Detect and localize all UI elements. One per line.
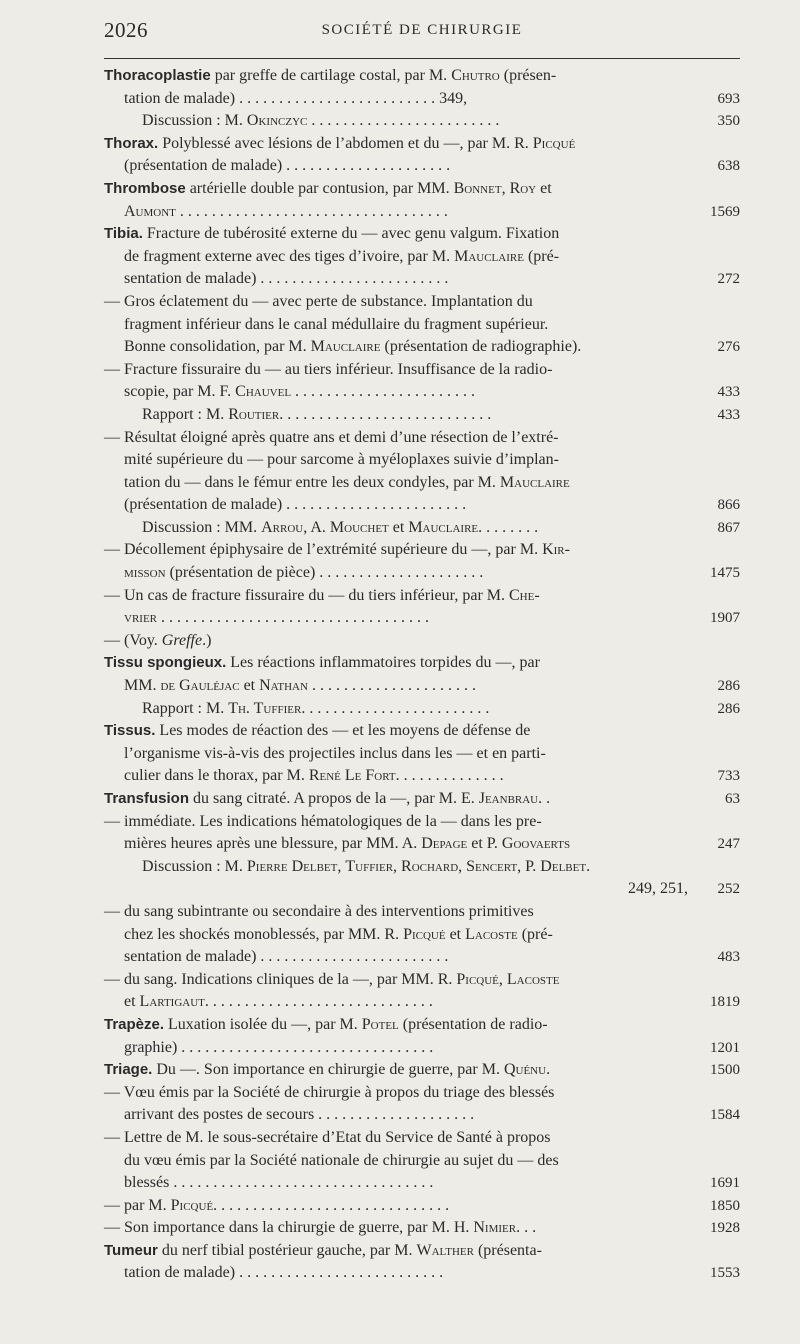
index-line: [104, 1037, 740, 1060]
entry-text: sentation de malade) . . . . . . . . . . . . . . . . . . . . . . . .: [124, 948, 449, 966]
index-line: [104, 291, 740, 314]
index-line: [104, 381, 740, 404]
index-line: [104, 991, 740, 1014]
entry-text: — du sang. Indications cliniques de la —, par MM. R. Picqué, Lacoste: [104, 970, 560, 988]
index-line: [104, 133, 740, 156]
page-reference: 1569: [710, 203, 740, 220]
page-reference: 1475: [710, 565, 740, 582]
running-header: [104, 16, 740, 42]
page-reference: 733: [717, 768, 740, 785]
page-reference: 638: [717, 158, 740, 175]
page-reference: 252: [717, 881, 740, 898]
index-line: [104, 155, 740, 178]
page-reference: 1584: [710, 1107, 740, 1124]
index-line: [104, 924, 740, 947]
entry-text: Tissus. Les modes de réaction des — et les moyens de défense de: [104, 722, 531, 740]
index-line: [104, 472, 740, 495]
entry-text: mité supérieure du — pour sarcome à myéloplaxes suivie d’implan-: [124, 451, 559, 469]
entry-text: chez les shockés monoblessés, par MM. R. Picqué et Lacoste (pré-: [124, 925, 553, 943]
entry-text: de fragment externe avec des tiges d’ivoire, par M. Mauclaire (pré-: [124, 247, 560, 265]
page-reference: 1553: [710, 1265, 740, 1282]
page-reference: 1500: [710, 1062, 740, 1079]
entry-text: sentation de malade) . . . . . . . . . . . . . . . . . . . . . . . .: [124, 270, 449, 288]
page-reference: 1928: [710, 1220, 740, 1237]
index-line: [104, 743, 740, 766]
entry-text: misson (présentation de pièce) . . . . . . . . . . . . . . . . . . . . .: [124, 564, 484, 582]
index-line: [104, 517, 740, 540]
entry-text: — Décollement épiphysaire de l’extrémité supérieure du —, par M. Kir-: [104, 541, 570, 559]
header-rule: [104, 58, 740, 59]
index-line: [104, 1082, 740, 1105]
entry-text: l’organisme vis-à-vis des projectiles inclus dans les — et en parti-: [124, 744, 546, 762]
index-line: [104, 359, 740, 382]
running-title: SOCIÉTÉ DE CHIRURGIE: [321, 22, 523, 38]
entry-text: Tibia. Fracture de tubérosité externe du — avec genu valgum. Fixation: [104, 225, 560, 243]
index-line: [104, 65, 740, 88]
page-reference: 1201: [710, 1039, 740, 1056]
entry-text: tation du — dans le fémur entre les deux condyles, par M. Mauclaire: [124, 473, 570, 491]
page-reference: 1907: [710, 610, 740, 627]
entry-text: — Son importance dans la chirurgie de guerre, par M. H. Nimier. . .: [104, 1219, 537, 1237]
index-line: [104, 1059, 740, 1082]
entry-text: Thorax. Polyblessé avec lésions de l’abdomen et du —, par M. R. Picqué: [104, 134, 576, 152]
page-reference: 1691: [710, 1175, 740, 1192]
index-line: [104, 1104, 740, 1127]
entry-text: fragment inférieur dans le canal médullaire du fragment supérieur.: [124, 315, 549, 333]
entry-text: culier dans le thorax, par M. René Le Fort. . . . . . . . . . . . . .: [124, 767, 504, 785]
index-line: [104, 607, 740, 630]
index-line: [104, 585, 740, 608]
index-line: [104, 539, 740, 562]
entry-text: et Lartigaut. . . . . . . . . . . . . . . . . . . . . . . . . . . . .: [124, 993, 433, 1011]
index-line: [104, 811, 740, 834]
entry-text: du vœu émis par la Société nationale de chirurgie au sujet du — des: [124, 1151, 559, 1169]
entry-text: (présentation de malade) . . . . . . . . . . . . . . . . . . . . . . .: [124, 496, 467, 514]
index-line: [104, 110, 740, 133]
index-line: [104, 1217, 740, 1240]
index-line: [104, 969, 740, 992]
entry-text: Transfusion du sang citraté. A propos de la —, par M. E. Jeanbrau. .: [104, 790, 551, 807]
page-reference: 866: [717, 497, 740, 514]
page-reference: 247: [717, 836, 740, 853]
index-line: [104, 720, 740, 743]
entry-text: tation de malade) . . . . . . . . . . . . . . . . . . . . . . . . . 349,: [124, 89, 468, 107]
index-line: [104, 427, 740, 450]
index-line: [104, 88, 740, 111]
index-line: [104, 1150, 740, 1173]
page-reference: 276: [717, 339, 740, 356]
page-number: 2026: [104, 18, 148, 42]
index-line: [104, 765, 740, 788]
entry-text: — immédiate. Les indications hématologiques de la — dans les pre-: [104, 812, 542, 830]
page-reference: 693: [717, 90, 740, 107]
index-line: [104, 833, 740, 856]
entry-text: — par M. Picqué. . . . . . . . . . . . . . . . . . . . . . . . . . . . . .: [104, 1196, 450, 1214]
index-line: [104, 1240, 740, 1263]
index-line: [104, 1014, 740, 1037]
entry-text: Aumont . . . . . . . . . . . . . . . . . . . . . . . . . . . . . . . . . .: [124, 202, 448, 220]
page-reference: 272: [717, 271, 740, 288]
entry-text: Discussion : M. Pierre Delbet, Tuffier, Rochard, Sencert, P. Delbet.: [142, 857, 591, 875]
entry-text: tation de malade) . . . . . . . . . . . . . . . . . . . . . . . . . .: [124, 1264, 444, 1282]
index-line: [104, 1195, 740, 1218]
index-line: [104, 336, 740, 359]
page-reference: 286: [717, 678, 740, 695]
entry-text: vrier . . . . . . . . . . . . . . . . . . . . . . . . . . . . . . . . . .: [124, 609, 429, 627]
page-reference: 350: [717, 113, 740, 130]
entry-text: — Fracture fissuraire du — au tiers inférieur. Insuffisance de la radio-: [104, 360, 553, 378]
index-line: [104, 675, 740, 698]
index-line: [104, 178, 740, 201]
entry-text: — Résultat éloigné après quatre ans et demi d’une résection de l’extré-: [104, 428, 559, 446]
page-reference: 433: [717, 384, 740, 401]
entry-text: — du sang subintrante ou secondaire à des interventions primitives: [104, 902, 534, 920]
entry-text: Thoracoplastie par greffe de cartilage costal, par M. Chutro (présen-: [104, 67, 557, 84]
entry-text: Discussion : M. Okinczyc . . . . . . . . . . . . . . . . . . . . . . . .: [142, 112, 500, 130]
index-line: [104, 856, 740, 879]
entry-text: graphie) . . . . . . . . . . . . . . . . . . . . . . . . . . . . . . . .: [124, 1038, 434, 1056]
entry-text: Thrombose artérielle double par contusion, par MM. Bonnet, Roy et: [104, 179, 552, 197]
entry-text: — Lettre de M. le sous-secrétaire d’Etat du Service de Santé à propos: [104, 1128, 551, 1146]
page-reference: 1819: [710, 994, 740, 1011]
entry-text: Discussion : MM. Arrou, A. Mouchet et Mauclaire. . . . . . . .: [142, 518, 539, 536]
entry-text: Rapport : M. Routier. . . . . . . . . . . . . . . . . . . . . . . . . . .: [142, 405, 492, 423]
entry-text: — Vœu émis par la Société de chirurgie à propos du triage des blessés: [104, 1083, 555, 1101]
index-line: [104, 562, 740, 585]
entry-text: 249, 251,: [628, 880, 688, 898]
page-reference: 483: [717, 949, 740, 966]
index-line: [104, 268, 740, 291]
index-line: [104, 698, 740, 721]
entry-text: Bonne consolidation, par M. Mauclaire (présentation de radiographie).: [124, 338, 582, 356]
entry-text: blessés . . . . . . . . . . . . . . . . . . . . . . . . . . . . . . . . .: [124, 1174, 434, 1192]
entry-text: Tumeur du nerf tibial postérieur gauche, par M. Walther (présenta-: [104, 1241, 542, 1259]
page-reference: 63: [725, 791, 740, 807]
index-line: [104, 1127, 740, 1150]
index-line: [104, 201, 740, 224]
entry-text: (présentation de malade) . . . . . . . . . . . . . . . . . . . . .: [124, 157, 451, 175]
entry-text: Tissu spongieux. Les réactions inflammatoires torpides du —, par: [104, 654, 540, 672]
entry-text: — Gros éclatement du — avec perte de substance. Implantation du: [104, 292, 533, 310]
index-line: [104, 1172, 740, 1195]
entry-text: Triage. Du —. Son importance en chirurgie de guerre, par M. Quénu.: [104, 1061, 551, 1079]
index-line: [104, 652, 740, 675]
page-reference: 286: [717, 700, 740, 717]
entry-text: Rapport : M. Th. Tuffier. . . . . . . . . . . . . . . . . . . . . . . .: [142, 699, 490, 717]
index-line: [104, 630, 740, 653]
index-line: [104, 404, 740, 427]
index-line: [104, 1262, 740, 1285]
index-line: [104, 878, 740, 901]
index-line: [104, 901, 740, 924]
entry-text: scopie, par M. F. Chauvel . . . . . . . . . . . . . . . . . . . . . . .: [124, 383, 476, 401]
index-line: [104, 494, 740, 517]
page-reference: 433: [717, 406, 740, 423]
index-line: [104, 223, 740, 246]
index-line: [104, 246, 740, 269]
index-line: [104, 946, 740, 969]
entry-text: mières heures après une blessure, par MM. A. Depage et P. Goovaerts: [124, 835, 571, 853]
page-reference: 867: [717, 519, 740, 536]
index-line: [104, 788, 740, 811]
entry-text: MM. de Gauléjac et Nathan . . . . . . . . . . . . . . . . . . . . .: [124, 677, 476, 695]
index-line: [104, 449, 740, 472]
entry-text: arrivant des postes de secours . . . . . . . . . . . . . . . . . . . .: [124, 1106, 475, 1124]
entry-text: — (Voy. Greffe.): [104, 631, 212, 649]
page-reference: 1850: [710, 1197, 740, 1214]
entry-text: — Un cas de fracture fissuraire du — du tiers inférieur, par M. Che-: [104, 586, 540, 604]
entry-text: Trapèze. Luxation isolée du —, par M. Potel (présentation de radio-: [104, 1015, 548, 1033]
index-line: [104, 314, 740, 337]
index-entries: [104, 65, 740, 1285]
